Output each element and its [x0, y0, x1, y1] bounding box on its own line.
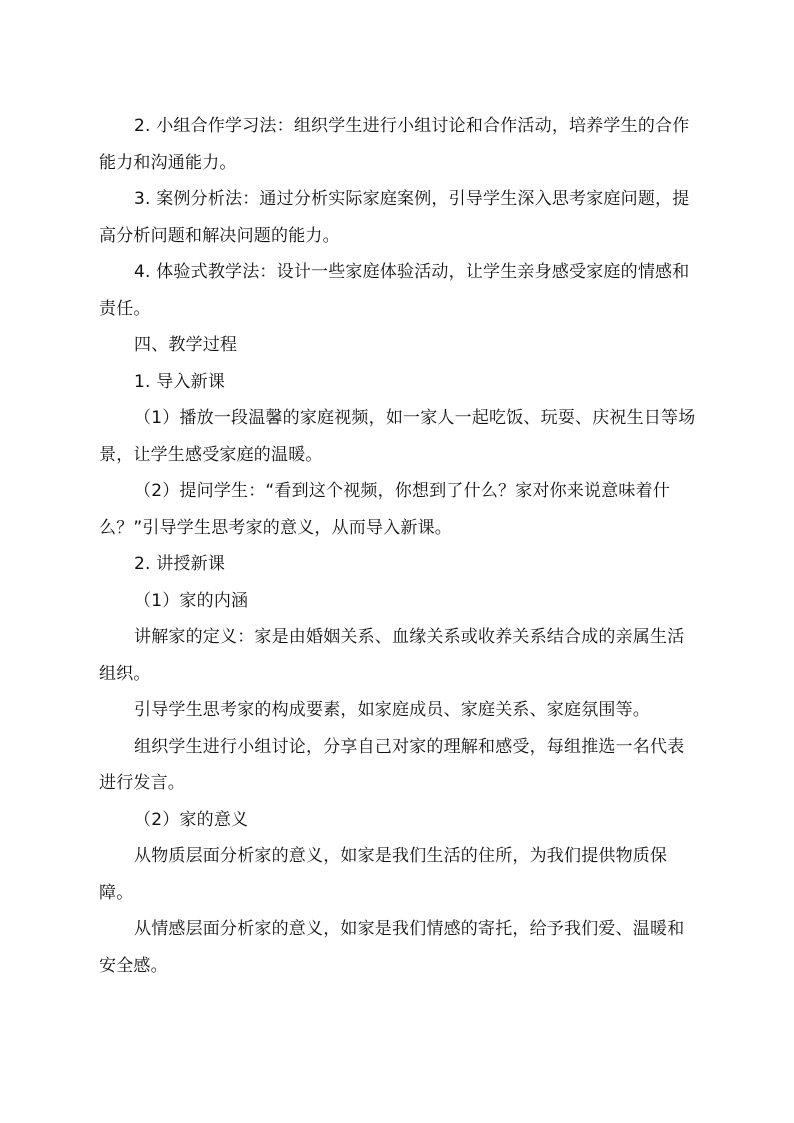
subheading-intro: 1. 导入新课: [134, 371, 226, 392]
paragraph-discussion: 组织学生进行小组讨论，分享自己对家的理解和感受，每组推选一名代表进行发言。: [99, 736, 685, 793]
paragraph-definition: 讲解家的定义：家是由婚姻关系、血缘关系或收养关系结合成的亲属生活组织。: [99, 627, 685, 684]
paragraph-emotional: 从情感层面分析家的意义，如家是我们情感的寄托，给予我们爱、温暖和安全感。: [99, 919, 685, 976]
subheading-lecture: 2. 讲授新课: [134, 554, 226, 574]
paragraph-material: 从物质层面分析家的意义，如家是我们生活的住所，为我们提供物质保障。: [99, 846, 668, 903]
subheading-meaning-of-home: （1）家的内涵: [134, 590, 249, 611]
paragraph-intro-1: （1）播放一段温馨的家庭视频，如一家人一起吃饭、玩耍、庆祝生日等场景，让学生感受家庭的温暖。: [99, 408, 696, 465]
paragraph-method-3: 3. 案例分析法：通过分析实际家庭案例，引导学生深入思考家庭问题，提高分析问题和解决问题的能力。: [99, 189, 690, 246]
section-heading-teaching-process: 四、教学过程: [134, 335, 238, 355]
paragraph-intro-2: （2）提问学生：“看到这个视频，你想到了什么？家对你来说意味着什么？”引导学生思考家的意义，从而导入新课。: [99, 481, 671, 538]
subheading-significance: （2）家的意义: [134, 809, 249, 830]
document-body: [99, 108, 699, 984]
paragraph-method-2: 2. 小组合作学习法：组织学生进行小组讨论和合作活动，培养学生的合作能力和沟通能力。: [99, 116, 690, 173]
paragraph-elements: 引导学生思考家的构成要素，如家庭成员、家庭关系、家庭氛围等。: [134, 700, 650, 720]
paragraph-method-4: 4. 体验式教学法：设计一些家庭体验活动，让学生亲身感受家庭的情感和责任。: [99, 262, 690, 319]
